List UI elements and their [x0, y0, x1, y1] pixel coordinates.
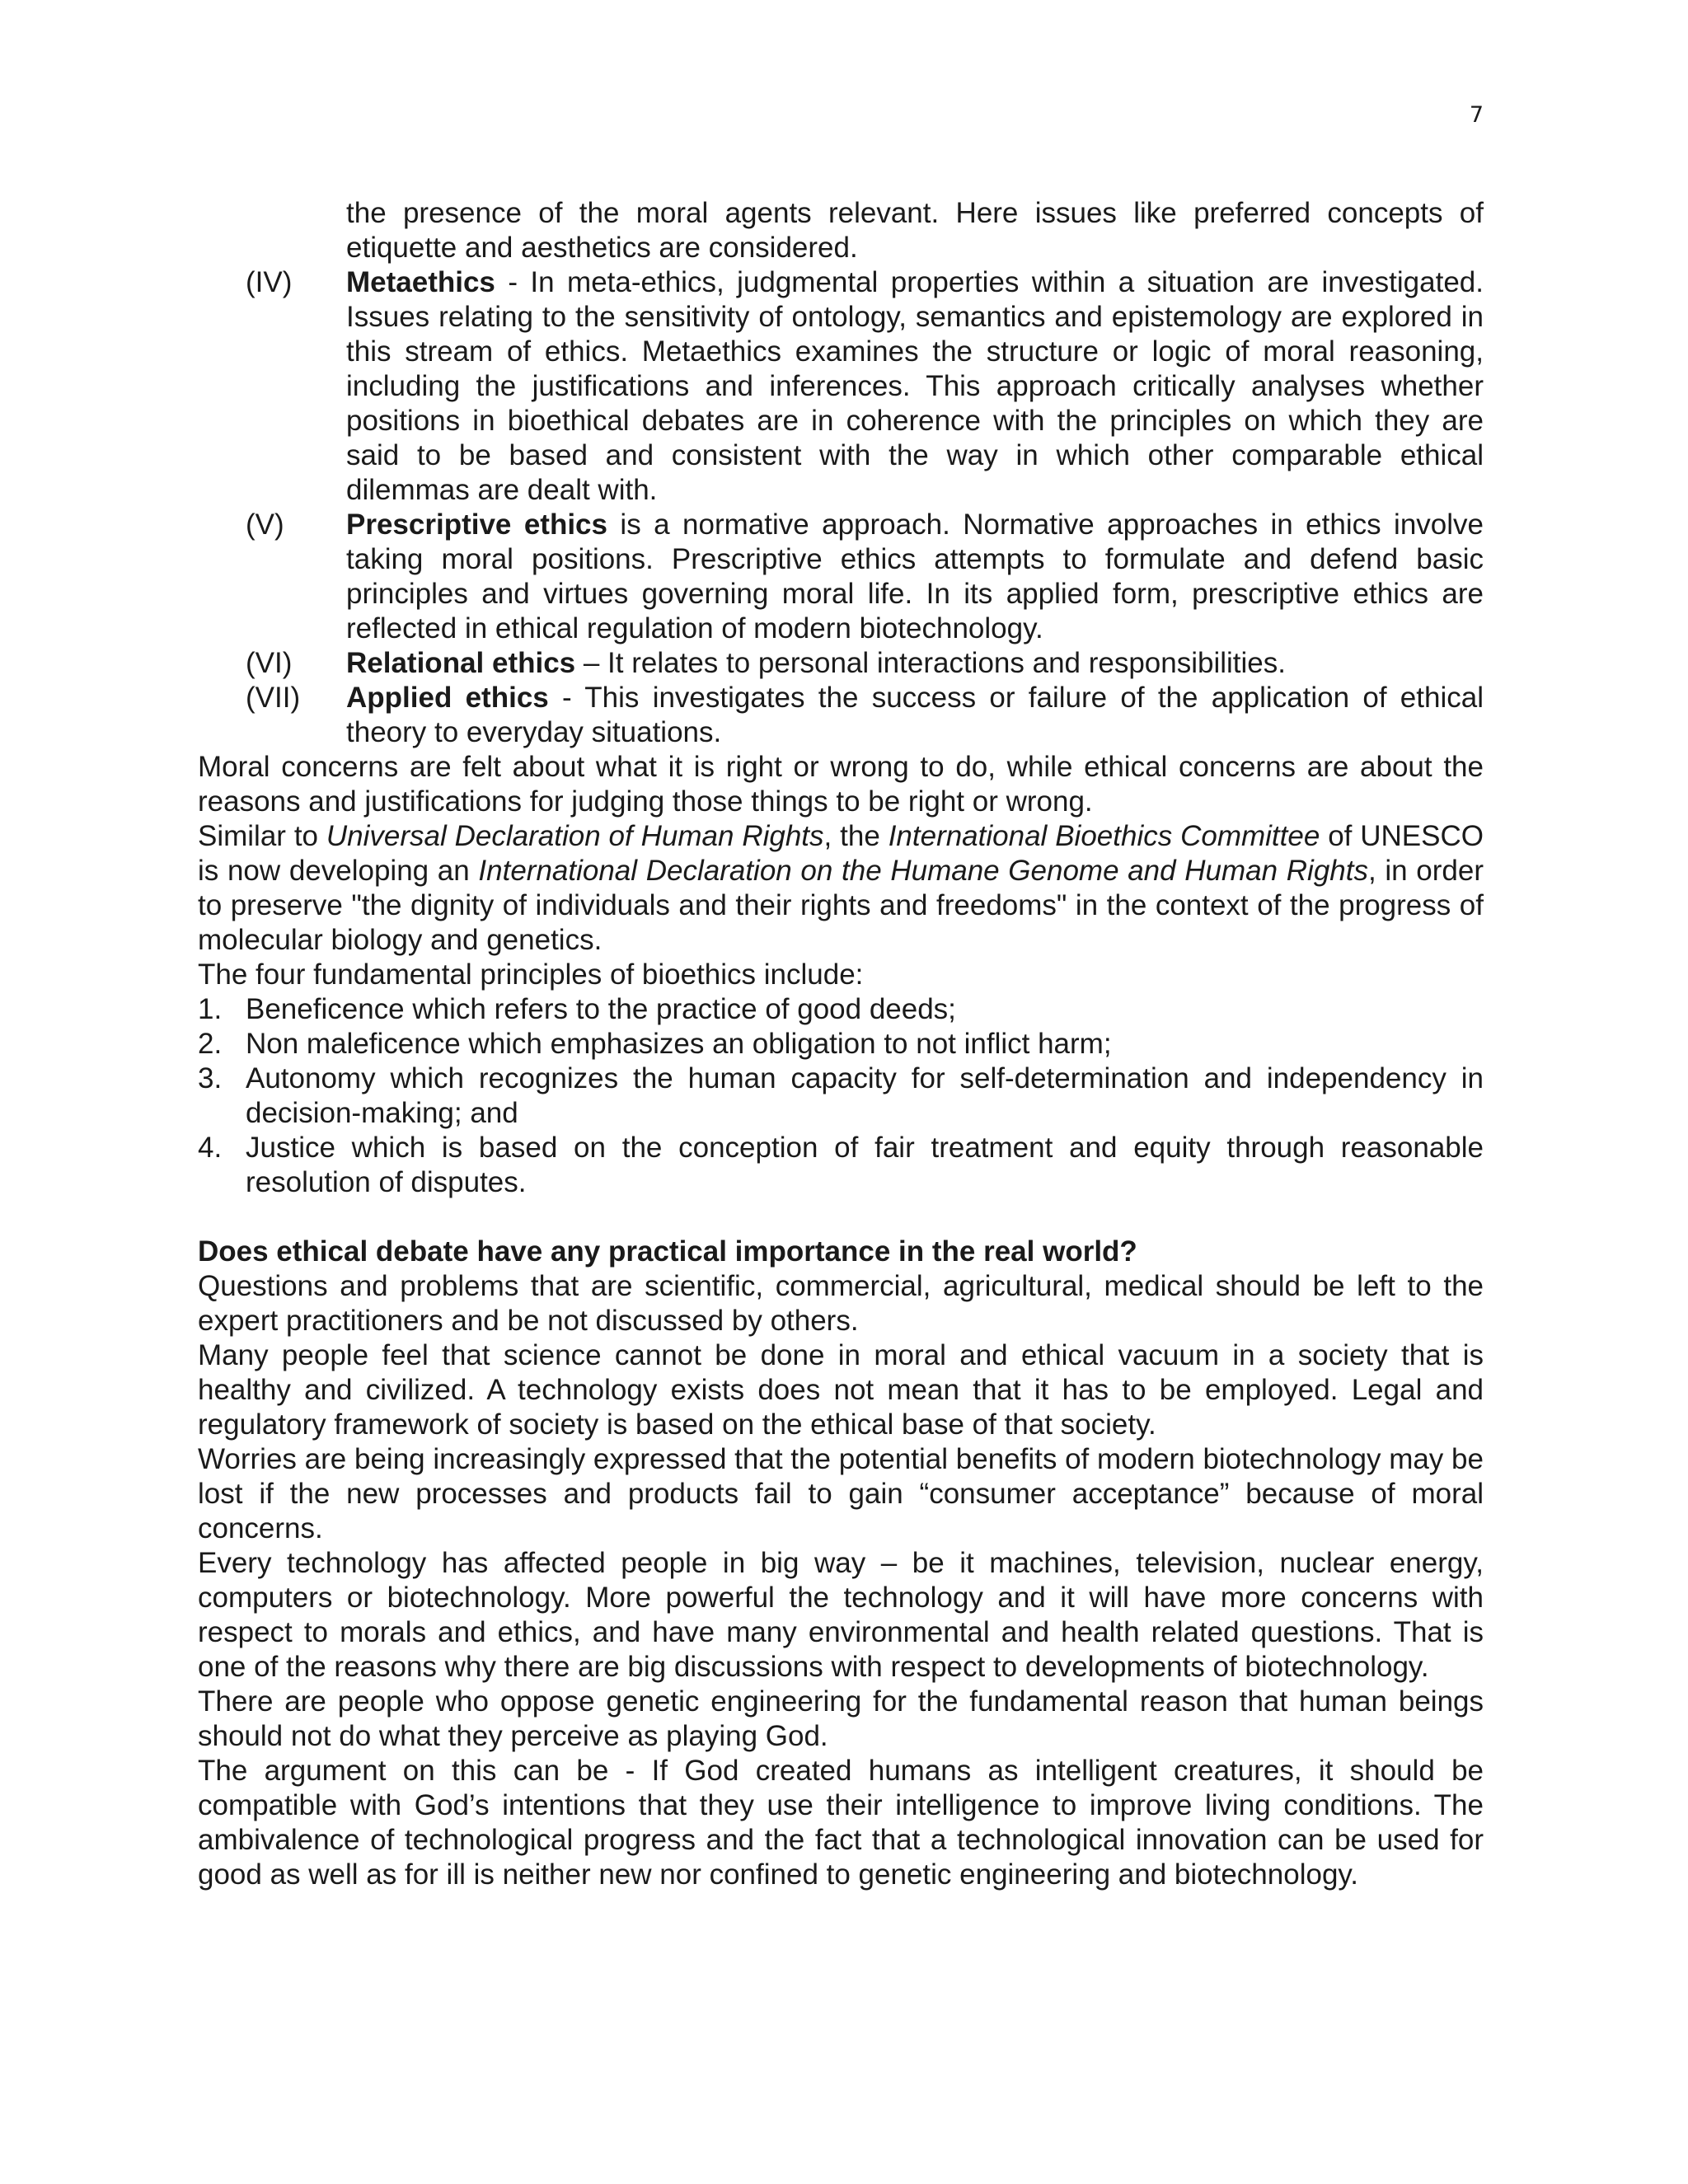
term-prescriptive-ethics: Prescriptive ethics — [346, 509, 607, 541]
principle-text: Autonomy which recognizes the human capacity for self-determination and independency in decision-making; and — [246, 1062, 1484, 1129]
term-relational-ethics: Relational ethics — [346, 647, 576, 679]
roman-item-text: - In meta-ethics, judgmental properties within a situation are investigated. Issues relating to the sensitivity of ontology, semantics and epistemology are explored in this stream of ethics. Metaethics examines the structure or logic of moral reasoning, including the justifications and inferences. This approach critically analyses whether positions in bioethical debates are in coherence with the principles on which they are said to be based and consistent with the way in which other comparable ethical dilemmas are dealt with. — [346, 266, 1484, 506]
section-heading — [198, 1235, 1484, 1269]
principle-item — [198, 1131, 1484, 1200]
unesco-text: of UNESCO is now developing an — [198, 820, 1484, 887]
udhr-title: Universal Declaration of Human Rights — [326, 820, 824, 852]
principles-intro: The four fundamental principles of bioethics include: — [198, 958, 864, 991]
principle-text: Beneficence which refers to the practice of good deeds; — [246, 993, 956, 1025]
roman-item-body — [346, 265, 1484, 508]
principle-text: Non maleficence which emphasizes an obligation to not inflict harm; — [246, 1028, 1112, 1060]
roman-item-text: is a normative approach. Normative approaches in ethics involve taking moral positions. Prescriptive ethics attempts to formulate and defend basic principles and virtues governing moral life. In its applied form, prescriptive ethics are reflected in ethical regulation of modern biotechnology. — [346, 509, 1484, 644]
body-paragraph: The argument on this can be - If God created humans as intelligent creatures, it should be compatible with God’s intentions that they use their intelligence to improve living conditions. The ambivalence of technological progress and the fact that a technological innovation can be used for good as well as for ill is neither new nor confined to genetic engineering and biotechnology. — [198, 1755, 1484, 1891]
body-paragraph: Many people feel that science cannot be done in moral and ethical vacuum in a society that is healthy and civilized. A technology exists does not mean that it has to be employed. Legal and regulatory framework of society is based on the ethical base of that society. — [198, 1339, 1484, 1441]
roman-item-text: - This investigates the success or failure of the application of ethical theory to everyday situations. — [346, 682, 1484, 748]
principle-item — [198, 1027, 1484, 1062]
roman-item-body — [346, 508, 1484, 646]
principle-text: Justice which is based on the conception of fair treatment and equity through reasonable resolution of disputes. — [246, 1132, 1484, 1198]
spacer — [198, 1200, 1484, 1235]
body-paragraph: Every technology has affected people in big way – be it machines, television, nuclear energy, computers or biotechnology. More powerful the technology and it will have more concerns with respect to morals and ethics, and have many environmental and health related questions. That is one of the reasons why there are big discussions with respect to developments of biotechnology. — [198, 1547, 1484, 1683]
roman-item-body — [346, 681, 1484, 750]
body-paragraph: Worries are being increasingly expressed that the potential benefits of modern biotechnology may be lost if the new processes and products fail to gain “consumer acceptance” because of moral concerns. — [198, 1443, 1484, 1544]
principle-item — [198, 992, 1484, 1027]
ibc-name: International Bioethics Committee — [888, 820, 1320, 852]
roman-item-text: – It relates to personal interactions and responsibilities. — [575, 647, 1286, 679]
principle-number: 3. — [198, 1062, 223, 1094]
section-heading-text: Does ethical debate have any practical importance in the real world? — [198, 1235, 1137, 1268]
roman-item-metaethics — [198, 265, 1484, 508]
roman-marker: (IV) — [246, 266, 293, 298]
unesco-text: , the — [823, 820, 889, 852]
principle-number: 1. — [198, 993, 223, 1025]
unesco-text: , in order to preserve "the dignity of individuals and their rights and freedoms" in the context of the progress of molecular biology and genetics. — [198, 855, 1484, 956]
roman-marker: (V) — [246, 509, 284, 541]
page-number: 7 — [1469, 102, 1484, 128]
roman-item-relational-ethics — [198, 646, 1484, 681]
body-paragraph: There are people who oppose genetic engineering for the fundamental reason that human beings should not do what they perceive as playing God. — [198, 1685, 1484, 1752]
roman-marker: (VII) — [246, 682, 301, 714]
declaration-title: International Declaration on the Humane Genome and Human Rights — [478, 855, 1368, 887]
principle-number: 2. — [198, 1028, 223, 1060]
roman-item-body — [346, 646, 1484, 681]
roman-marker: (VI) — [246, 647, 293, 679]
term-applied-ethics: Applied ethics — [346, 682, 549, 714]
principle-item — [198, 1062, 1484, 1131]
term-metaethics: Metaethics — [346, 266, 495, 298]
roman-item-prescriptive-ethics — [198, 508, 1484, 646]
moral-concerns-paragraph: Moral concerns are felt about what it is right or wrong to do, while ethical concerns are about the reasons and justifications for judging those things to be right or wrong. — [198, 751, 1484, 818]
intro-continuation: the presence of the moral agents relevant. Here issues like preferred concepts of etiquette and aesthetics are considered. — [346, 197, 1484, 264]
body-paragraph: Questions and problems that are scientific, commercial, agricultural, medical should be left to the expert practitioners and be not discussed by others. — [198, 1270, 1484, 1337]
unesco-paragraph — [198, 819, 1484, 958]
page-content — [198, 196, 1484, 1892]
principle-number: 4. — [198, 1132, 223, 1164]
roman-item-applied-ethics — [198, 681, 1484, 750]
unesco-text: Similar to — [198, 820, 326, 852]
